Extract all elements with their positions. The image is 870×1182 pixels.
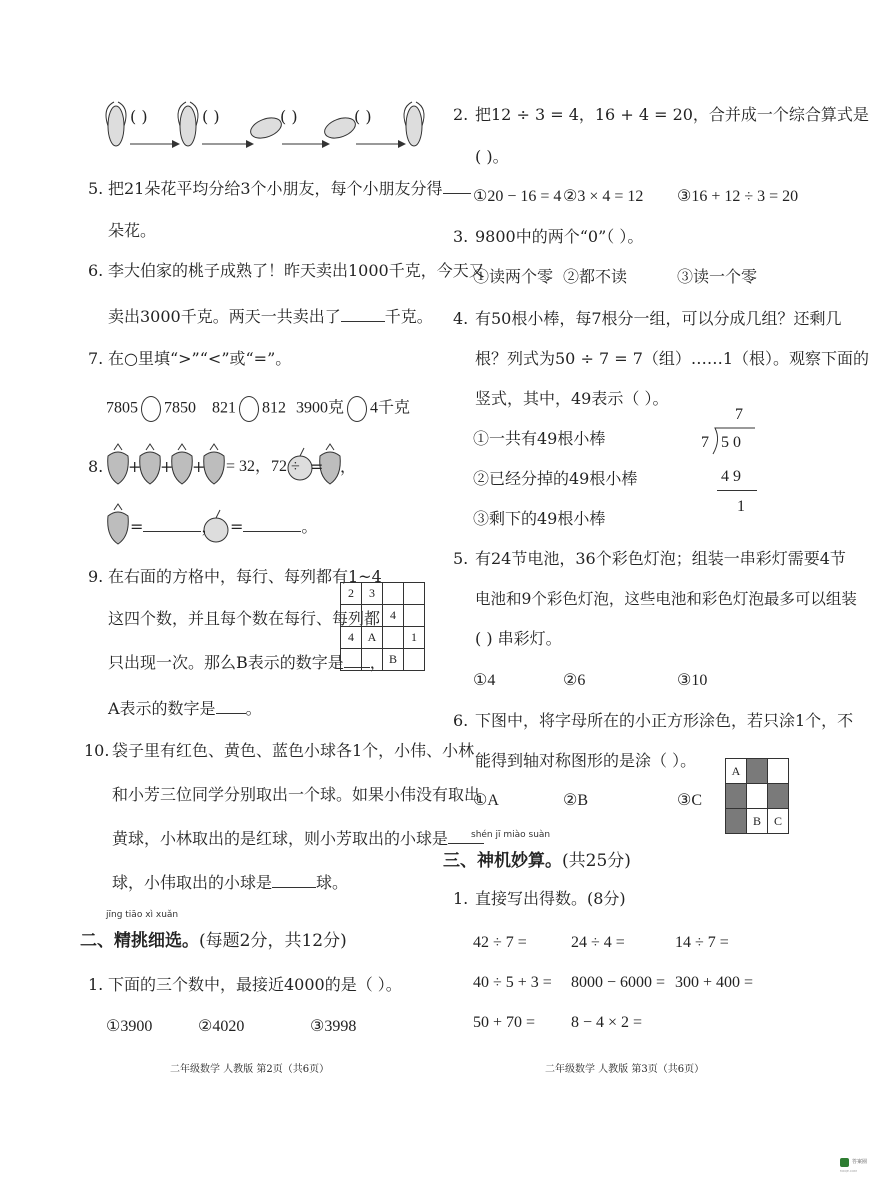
q6-line1: 李大伯家的桃子成熟了！昨天卖出1000千克，今天又 xyxy=(108,261,485,280)
question-text xyxy=(108,306,433,328)
corn-blank-4[interactable]: ( ) xyxy=(354,107,372,126)
question-number: 5. xyxy=(88,179,104,198)
option-2[interactable]: ②B xyxy=(563,792,589,809)
option-3[interactable]: ③C xyxy=(677,792,703,809)
compare-right: 7850 xyxy=(164,399,196,417)
grid-cell xyxy=(341,649,362,671)
grid-cell: 2 xyxy=(341,583,362,605)
question-number: 1. xyxy=(88,975,104,994)
strawberry-icon xyxy=(108,444,129,484)
grid-cell: B xyxy=(383,649,404,671)
division-product: 4 9 xyxy=(721,468,741,485)
question-number: 8. xyxy=(88,457,104,476)
corn-lying-icon xyxy=(322,114,358,142)
option-2[interactable]: ②4020 xyxy=(198,1018,245,1035)
division-remainder: 1 xyxy=(737,498,745,515)
q7-line1: 在○里填“>”“<”或“=”。 xyxy=(108,349,292,368)
grid-cell xyxy=(747,784,768,809)
q5-line1: 把21朵花平均分给3个小朋友，每个小朋友分得 xyxy=(108,179,443,198)
q10-line3: 黄球，小林取出的是红球，则小芳取出的小球是 xyxy=(112,829,449,848)
grid-cell-shaded xyxy=(726,809,747,834)
question-number: 4. xyxy=(453,309,469,328)
q2-line1: 把12 ÷ 3 = 4，16 + 4 = 20，合并成一个综合算式是 xyxy=(475,105,869,124)
watermark-logo-icon xyxy=(840,1158,849,1167)
option-2[interactable]: ②6 xyxy=(563,672,586,689)
option-2[interactable]: ②已经分掉的49根小棒 xyxy=(473,469,638,488)
compare-circle[interactable] xyxy=(141,396,161,422)
compare-3 xyxy=(296,396,410,422)
section-points: (共25分) xyxy=(562,851,631,871)
section-pinyin: jīng tiāo xì xuǎn xyxy=(106,910,179,920)
punct: ， xyxy=(369,653,386,672)
compare-right: 812 xyxy=(262,399,286,417)
grid-cell xyxy=(362,649,383,671)
watermark-logo-subtext: MXQE.COM xyxy=(840,1169,857,1173)
calc-item: 8000 − 6000 = xyxy=(571,974,666,991)
q10-line1: 袋子里有红色、黄色、蓝色小球各1个，小伟、小林 xyxy=(112,741,475,760)
compare-1 xyxy=(106,396,196,422)
q3-line1: 9800中的两个“0”（ ）。 xyxy=(475,227,644,246)
grid-cell-b: B xyxy=(747,809,768,834)
question-number: 5. xyxy=(453,549,469,568)
section-title: 神机妙算。 xyxy=(477,851,562,871)
grid-cell xyxy=(404,649,425,671)
option-1[interactable]: ①A xyxy=(473,792,499,809)
q5-line3: ( ) 串彩灯。 xyxy=(475,629,562,648)
s3q1-line1: 直接写出得数。(8分) xyxy=(475,889,626,908)
compare-right: 4千克 xyxy=(370,399,411,417)
grid-cell: 4 xyxy=(383,605,404,627)
section-heading xyxy=(80,926,347,951)
calc-item: 14 ÷ 7 = xyxy=(675,934,729,951)
section-number: 三、 xyxy=(443,851,477,871)
question-number: 6. xyxy=(453,711,469,730)
option-3[interactable]: ③16 + 12 ÷ 3 = 20 xyxy=(677,188,799,205)
grid-cell-a: A xyxy=(726,759,747,784)
compare-left: 821 xyxy=(212,399,236,417)
answer-blank[interactable] xyxy=(443,193,471,194)
q2-line2: ( )。 xyxy=(475,147,509,166)
corn-sequence-figure xyxy=(100,98,430,158)
q4-line2: 根？列式为50 ÷ 7 = 7（组）……1（根）。观察下面的 xyxy=(475,349,870,368)
q6-line1: 下图中，将字母所在的小正方形涂色，若只涂1个，不 xyxy=(475,711,854,730)
corn-blank-2[interactable]: ( ) xyxy=(202,107,220,126)
grid-cell xyxy=(362,605,383,627)
long-division xyxy=(697,404,757,524)
punct: 。 xyxy=(245,699,262,718)
grid-cell xyxy=(404,605,425,627)
division-rule xyxy=(717,490,757,491)
compare-circle[interactable] xyxy=(239,396,259,422)
s2q1-line1: 下面的三个数中，最接近4000的是（ ）。 xyxy=(108,975,402,994)
q6-line2: 能得到轴对称图形的是涂（ ）。 xyxy=(475,751,697,770)
q9-line3: 只出现一次。那么B表示的数字是 xyxy=(108,653,344,672)
strawberry-answer-blank[interactable] xyxy=(143,531,201,532)
question-number: 7. xyxy=(88,349,104,368)
q10-line2: 和小芳三位同学分别取出一个球。如果小伟没有取出 xyxy=(112,785,481,804)
grid-cell: 3 xyxy=(362,583,383,605)
q6-line2b: 千克。 xyxy=(384,307,433,326)
page-footer: 二年级数学 人教版 第2页（共6页） xyxy=(170,1064,330,1075)
question-text xyxy=(108,178,471,200)
option-1[interactable]: ①3900 xyxy=(106,1018,153,1035)
answer-blank-a[interactable] xyxy=(216,713,246,714)
q10-line4b: 球。 xyxy=(316,873,349,892)
option-1[interactable]: ①4 xyxy=(473,672,496,689)
question-text xyxy=(108,698,262,720)
grid-row xyxy=(341,627,425,649)
q5-line2: 电池和9个彩色灯泡，这些电池和彩色灯泡最多可以组装 xyxy=(475,590,857,608)
corn-blank-3[interactable]: ( ) xyxy=(280,107,298,126)
option-1[interactable]: ①读两个零 xyxy=(473,267,554,286)
option-1[interactable]: ①一共有49根小棒 xyxy=(473,429,606,448)
plus-sign: + xyxy=(128,457,142,476)
division-divisor: 7 xyxy=(701,434,709,451)
q6-line2a: 卖出3000千克。两天一共卖出了 xyxy=(108,307,341,326)
corn-blank-1[interactable]: ( ) xyxy=(130,107,148,126)
grid-cell: 4 xyxy=(341,627,362,649)
section-pinyin: shén jī miào suàn xyxy=(471,830,551,840)
grid-row xyxy=(341,605,425,627)
grid-cell-shaded xyxy=(747,759,768,784)
q8-equals: = xyxy=(230,517,244,536)
compare-2 xyxy=(212,396,286,422)
q5-line2: 朵花。 xyxy=(108,221,157,240)
grid-row xyxy=(726,809,789,834)
grid-cell xyxy=(341,605,362,627)
question-text: = ， xyxy=(130,517,218,536)
question-number: 1. xyxy=(453,889,469,908)
strawberry-icon xyxy=(140,444,161,484)
question-number: 3. xyxy=(453,227,469,246)
calc-item: 300 + 400 = xyxy=(675,974,754,991)
compare-circle[interactable] xyxy=(347,396,367,422)
plus-sign: + xyxy=(192,457,206,476)
question-number: 9. xyxy=(88,567,104,586)
strawberry-icon xyxy=(204,444,225,484)
strawberry-icon xyxy=(172,444,193,484)
calc-item: 50 + 70 = xyxy=(473,1014,536,1031)
grid-row xyxy=(726,759,789,784)
calc-item: 40 ÷ 5 + 3 = xyxy=(473,974,552,991)
grid-cell xyxy=(383,627,404,649)
q8-equals: = xyxy=(310,457,324,476)
sudoku-grid xyxy=(340,582,425,671)
calc-item: 8 − 4 × 2 = xyxy=(571,1014,643,1031)
watermark-logo-text: 答案圈 xyxy=(852,1159,868,1165)
q9-line4: A表示的数字是 xyxy=(108,699,216,718)
grid-row xyxy=(341,583,425,605)
division-dividend: 5 0 xyxy=(721,434,741,451)
plus-sign: + xyxy=(160,457,174,476)
option-3[interactable]: ③读一个零 xyxy=(677,267,758,286)
grid-cell: A xyxy=(362,627,383,649)
answer-blank[interactable] xyxy=(448,843,484,844)
grid-cell xyxy=(383,583,404,605)
question-text xyxy=(230,516,317,538)
section-points: (每题2分，共12分) xyxy=(199,931,347,951)
corn-icon xyxy=(404,102,424,146)
q4-line3: 竖式，其中，49表示（ ）。 xyxy=(475,389,669,408)
corn-icon xyxy=(106,102,126,146)
option-3[interactable]: ③3998 xyxy=(310,1018,357,1035)
question-number: 2. xyxy=(453,105,469,124)
q8-equation1: = 32，72 ÷ xyxy=(226,458,300,475)
option-2[interactable]: ②都不读 xyxy=(563,267,628,286)
grid-cell-shaded xyxy=(768,784,789,809)
question-number: 6. xyxy=(88,261,104,280)
grid-cell xyxy=(768,759,789,784)
grid-row xyxy=(341,649,425,671)
q10-line4a: 球，小伟取出的小球是 xyxy=(112,873,273,892)
grid-cell-shaded xyxy=(726,784,747,809)
section-title: 精挑细选。 xyxy=(114,931,199,951)
answer-blank[interactable] xyxy=(272,887,316,888)
q9-line2: 这四个数，并且每个数在每行、每列都 xyxy=(108,609,381,628)
q8-end: 。 xyxy=(301,517,318,536)
compare-left: 7805 xyxy=(106,399,138,417)
question-text xyxy=(112,872,348,894)
q8-equals: = xyxy=(130,517,144,536)
arrow-head xyxy=(172,140,180,148)
option-2[interactable]: ②3 × 4 = 12 xyxy=(563,188,644,205)
page-footer: 二年级数学 人教版 第3页（共6页） xyxy=(545,1064,705,1075)
corn-icon xyxy=(178,102,198,146)
q4-line1: 有50根小棒，每7根分一组，可以分成几组？还剩几 xyxy=(475,309,842,328)
answer-blank[interactable] xyxy=(341,321,385,322)
question-text xyxy=(112,828,484,850)
grid-cell: 1 xyxy=(404,627,425,649)
section-heading xyxy=(443,846,631,871)
calc-item: 42 ÷ 7 = xyxy=(473,934,527,951)
q9-line1: 在右面的方格中，每行、每列都有1~4 xyxy=(108,567,382,586)
division-quotient: 7 xyxy=(735,406,743,423)
option-1[interactable]: ①20 − 16 = 4 xyxy=(473,188,562,205)
compare-left: 3900克 xyxy=(296,399,345,417)
grid-row xyxy=(726,784,789,809)
q5-line1: 有24节电池，36个彩色灯泡；组装一串彩灯需要4节 xyxy=(475,549,846,568)
q8-comma: ， xyxy=(340,457,357,476)
strawberry-icon xyxy=(108,504,129,544)
apple-answer-blank[interactable] xyxy=(243,531,301,532)
calc-item: 24 ÷ 4 = xyxy=(571,934,625,951)
grid-cell-c: C xyxy=(768,809,789,834)
grid-cell xyxy=(404,583,425,605)
symmetry-grid xyxy=(725,758,789,834)
question-number: 10. xyxy=(84,741,110,760)
section-number: 二、 xyxy=(80,931,114,951)
option-3[interactable]: ③剩下的49根小棒 xyxy=(473,509,606,528)
corn-lying-icon xyxy=(248,114,284,142)
option-3[interactable]: ③10 xyxy=(677,672,708,689)
